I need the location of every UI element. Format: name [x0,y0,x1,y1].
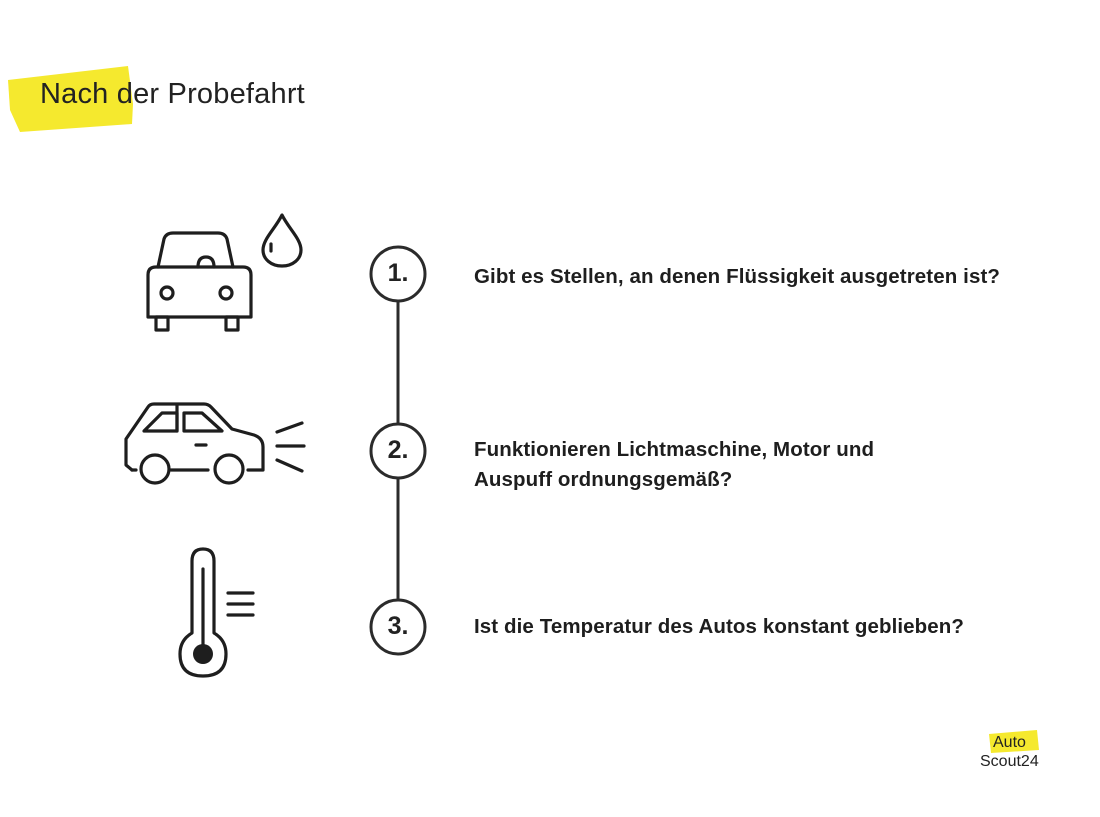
step-text-1 [474,262,1000,292]
step-text-3-line-1: Ist die Temperatur des Autos konstant geblieben? [474,615,965,638]
step-number-3: 3. [387,612,409,640]
logo-line-2: Scout24 [980,753,1039,770]
page-title: Nach der Probefahrt [40,78,305,110]
car-front-fluid-drop-icon [130,205,320,340]
step-number-1: 1. [387,259,409,287]
car-side-exhaust-icon [120,395,315,495]
step-text-2-line-1: Funktionieren Lichtmaschine, Motor und [474,438,875,461]
step-text-3 [474,612,964,642]
step-number-2: 2. [387,436,409,464]
logo-line-1: Auto [993,734,1026,751]
autoscout24-logo [975,728,1055,778]
thermometer-icon [170,545,270,685]
step-text-2 [474,435,874,495]
step-text-1-line-1: Gibt es Stellen, an denen Flüssigkeit ausgetreten ist? [474,265,1000,288]
step-text-2-line-2: Auspuff ordnungsgemäß? [474,468,733,491]
